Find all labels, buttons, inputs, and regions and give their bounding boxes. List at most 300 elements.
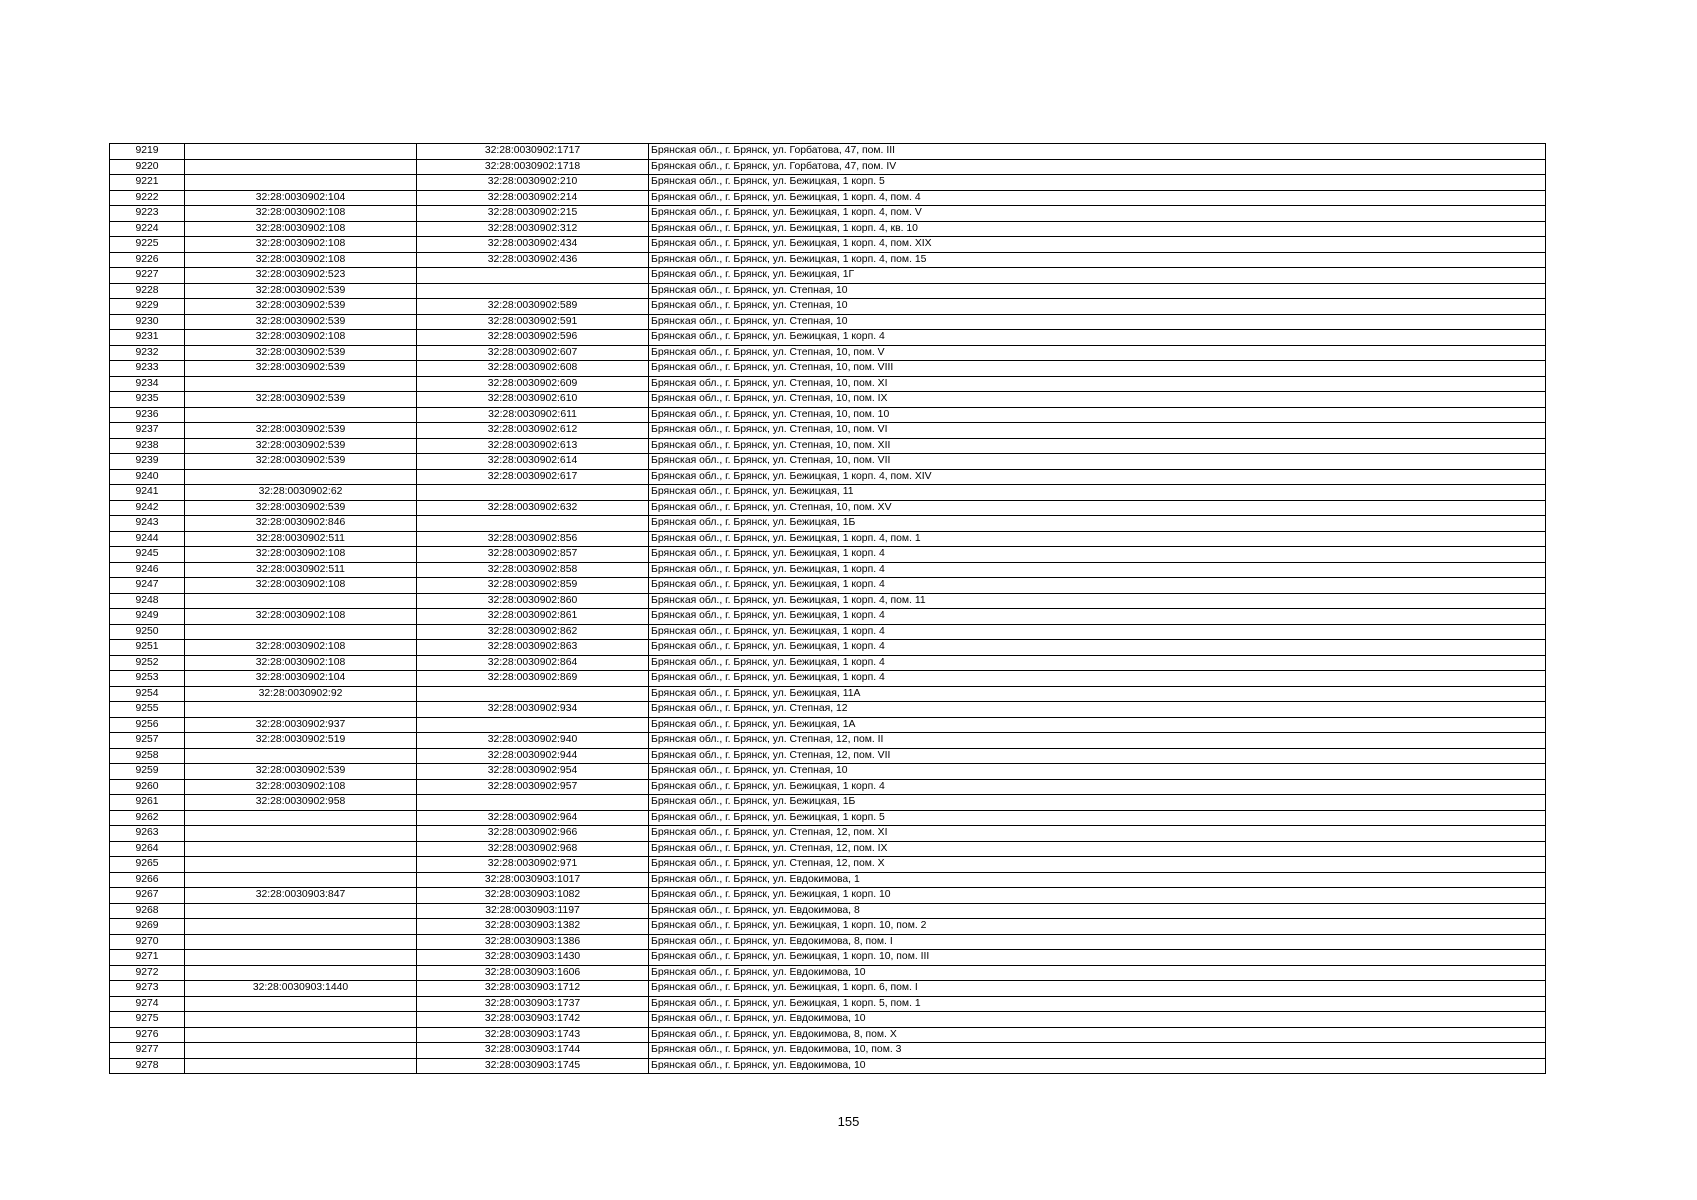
address-cell: Брянская обл., г. Брянск, ул. Евдокимова, 8, пом. X [649,1027,1546,1043]
parcel-number-cell [185,159,417,175]
row-number-cell: 9221 [110,175,185,191]
object-number-cell: 32:28:0030902:869 [417,671,649,687]
table-row [110,934,1546,950]
parcel-number-cell [185,841,417,857]
row-number-cell: 9256 [110,717,185,733]
row-number-cell: 9268 [110,903,185,919]
table-row [110,144,1546,160]
row-number-cell: 9277 [110,1043,185,1059]
parcel-number-cell [185,919,417,935]
table-row [110,996,1546,1012]
object-number-cell: 32:28:0030902:860 [417,593,649,609]
parcel-number-cell: 32:28:0030902:539 [185,314,417,330]
address-cell: Брянская обл., г. Брянск, ул. Степная, 12, пом. X [649,857,1546,873]
object-number-cell: 32:28:0030902:436 [417,252,649,268]
address-cell: Брянская обл., г. Брянск, ул. Бежицкая, 1 корп. 4 [649,779,1546,795]
row-number-cell: 9253 [110,671,185,687]
row-number-cell: 9237 [110,423,185,439]
row-number-cell: 9276 [110,1027,185,1043]
parcel-number-cell [185,469,417,485]
address-cell: Брянская обл., г. Брянск, ул. Степная, 10, пом. VII [649,454,1546,470]
parcel-number-cell: 32:28:0030902:539 [185,423,417,439]
row-number-cell: 9242 [110,500,185,516]
table-row [110,361,1546,377]
table-row [110,485,1546,501]
parcel-number-cell: 32:28:0030902:523 [185,268,417,284]
row-number-cell: 9219 [110,144,185,160]
row-number-cell: 9271 [110,950,185,966]
parcel-number-cell [185,934,417,950]
table-row [110,237,1546,253]
parcel-number-cell [185,857,417,873]
parcel-number-cell: 32:28:0030902:937 [185,717,417,733]
row-number-cell: 9227 [110,268,185,284]
parcel-number-cell [185,593,417,609]
table-row [110,252,1546,268]
table-row [110,423,1546,439]
table-row [110,345,1546,361]
table-row [110,702,1546,718]
table-row [110,175,1546,191]
object-number-cell: 32:28:0030903:1017 [417,872,649,888]
parcel-number-cell [185,376,417,392]
parcel-number-cell [185,965,417,981]
row-number-cell: 9260 [110,779,185,795]
table-row [110,314,1546,330]
table-row [110,283,1546,299]
object-number-cell: 32:28:0030902:862 [417,624,649,640]
object-number-cell: 32:28:0030902:613 [417,438,649,454]
registry-table-body [110,144,1546,1074]
row-number-cell: 9259 [110,764,185,780]
object-number-cell [417,268,649,284]
object-number-cell: 32:28:0030902:611 [417,407,649,423]
address-cell: Брянская обл., г. Брянск, ул. Степная, 10, пом. V [649,345,1546,361]
row-number-cell: 9231 [110,330,185,346]
parcel-number-cell [185,826,417,842]
row-number-cell: 9225 [110,237,185,253]
address-cell: Брянская обл., г. Брянск, ул. Бежицкая, 1 корп. 4 [649,578,1546,594]
address-cell: Брянская обл., г. Брянск, ул. Бежицкая, 1 корп. 4 [649,640,1546,656]
row-number-cell: 9270 [110,934,185,950]
address-cell: Брянская обл., г. Брянск, ул. Степная, 12 [649,702,1546,718]
address-cell: Брянская обл., г. Брянск, ул. Степная, 10 [649,283,1546,299]
address-cell: Брянская обл., г. Брянск, ул. Евдокимова, 8, пом. I [649,934,1546,950]
parcel-number-cell [185,903,417,919]
object-number-cell: 32:28:0030902:1718 [417,159,649,175]
table-row [110,1027,1546,1043]
row-number-cell: 9228 [110,283,185,299]
row-number-cell: 9223 [110,206,185,222]
address-cell: Брянская обл., г. Брянск, ул. Бежицкая, 1Г [649,268,1546,284]
table-row [110,888,1546,904]
object-number-cell: 32:28:0030902:966 [417,826,649,842]
table-row [110,593,1546,609]
row-number-cell: 9266 [110,872,185,888]
row-number-cell: 9255 [110,702,185,718]
object-number-cell: 32:28:0030902:589 [417,299,649,315]
address-cell: Брянская обл., г. Брянск, ул. Евдокимова, 10 [649,1058,1546,1074]
table-row [110,407,1546,423]
parcel-number-cell: 32:28:0030902:958 [185,795,417,811]
parcel-number-cell [185,996,417,1012]
address-cell: Брянская обл., г. Брянск, ул. Евдокимова, 1 [649,872,1546,888]
row-number-cell: 9261 [110,795,185,811]
address-cell: Брянская обл., г. Брянск, ул. Евдокимова, 10 [649,1012,1546,1028]
table-row [110,268,1546,284]
row-number-cell: 9258 [110,748,185,764]
object-number-cell [417,795,649,811]
address-cell: Брянская обл., г. Брянск, ул. Степная, 10, пом. XII [649,438,1546,454]
address-cell: Брянская обл., г. Брянск, ул. Степная, 12, пом. IX [649,841,1546,857]
parcel-number-cell: 32:28:0030902:846 [185,516,417,532]
parcel-number-cell: 32:28:0030902:539 [185,500,417,516]
address-cell: Брянская обл., г. Брянск, ул. Степная, 10, пом. VIII [649,361,1546,377]
row-number-cell: 9272 [110,965,185,981]
address-cell: Брянская обл., г. Брянск, ул. Бежицкая, 1 корп. 6, пом. I [649,981,1546,997]
row-number-cell: 9233 [110,361,185,377]
parcel-number-cell: 32:28:0030902:108 [185,655,417,671]
object-number-cell: 32:28:0030903:1742 [417,1012,649,1028]
parcel-number-cell: 32:28:0030903:1440 [185,981,417,997]
parcel-number-cell: 32:28:0030902:539 [185,764,417,780]
row-number-cell: 9238 [110,438,185,454]
row-number-cell: 9236 [110,407,185,423]
page-number: 155 [837,1114,860,1129]
object-number-cell: 32:28:0030902:861 [417,609,649,625]
object-number-cell: 32:28:0030902:957 [417,779,649,795]
address-cell: Брянская обл., г. Брянск, ул. Бежицкая, 1 корп. 4 [649,655,1546,671]
object-number-cell: 32:28:0030902:863 [417,640,649,656]
address-cell: Брянская обл., г. Брянск, ул. Евдокимова, 10, пом. 3 [649,1043,1546,1059]
table-row [110,640,1546,656]
row-number-cell: 9275 [110,1012,185,1028]
row-number-cell: 9262 [110,810,185,826]
row-number-cell: 9248 [110,593,185,609]
object-number-cell: 32:28:0030902:614 [417,454,649,470]
object-number-cell: 32:28:0030902:591 [417,314,649,330]
row-number-cell: 9226 [110,252,185,268]
table-row [110,965,1546,981]
table-row [110,1012,1546,1028]
object-number-cell: 32:28:0030902:609 [417,376,649,392]
row-number-cell: 9254 [110,686,185,702]
row-number-cell: 9247 [110,578,185,594]
table-row [110,562,1546,578]
row-number-cell: 9245 [110,547,185,563]
address-cell: Брянская обл., г. Брянск, ул. Бежицкая, 1 корп. 10, пом. 2 [649,919,1546,935]
table-row [110,671,1546,687]
parcel-number-cell: 32:28:0030902:539 [185,392,417,408]
object-number-cell: 32:28:0030902:971 [417,857,649,873]
parcel-number-cell [185,1043,417,1059]
parcel-number-cell: 32:28:0030902:539 [185,283,417,299]
table-row [110,686,1546,702]
object-number-cell: 32:28:0030902:434 [417,237,649,253]
address-cell: Брянская обл., г. Брянск, ул. Бежицкая, 1 корп. 4 [649,671,1546,687]
address-cell: Брянская обл., г. Брянск, ул. Бежицкая, 1А [649,717,1546,733]
table-row [110,206,1546,222]
registry-table [109,143,1546,1074]
object-number-cell: 32:28:0030903:1745 [417,1058,649,1074]
address-cell: Брянская обл., г. Брянск, ул. Бежицкая, 1 корп. 4 [649,609,1546,625]
address-cell: Брянская обл., г. Брянск, ул. Степная, 10 [649,314,1546,330]
parcel-number-cell: 32:28:0030902:539 [185,438,417,454]
parcel-number-cell: 32:28:0030902:539 [185,345,417,361]
table-row [110,1058,1546,1074]
address-cell: Брянская обл., г. Брянск, ул. Степная, 10, пом. VI [649,423,1546,439]
row-number-cell: 9263 [110,826,185,842]
row-number-cell: 9224 [110,221,185,237]
row-number-cell: 9257 [110,733,185,749]
parcel-number-cell: 32:28:0030902:539 [185,454,417,470]
object-number-cell: 32:28:0030902:856 [417,531,649,547]
address-cell: Брянская обл., г. Брянск, ул. Бежицкая, 1 корп. 5 [649,175,1546,191]
address-cell: Брянская обл., г. Брянск, ул. Евдокимова, 8 [649,903,1546,919]
table-row [110,872,1546,888]
parcel-number-cell: 32:28:0030902:62 [185,485,417,501]
address-cell: Брянская обл., г. Брянск, ул. Бежицкая, 1 корп. 4, пом. 1 [649,531,1546,547]
address-cell: Брянская обл., г. Брянск, ул. Степная, 10 [649,299,1546,315]
address-cell: Брянская обл., г. Брянск, ул. Степная, 10, пом. IX [649,392,1546,408]
row-number-cell: 9234 [110,376,185,392]
address-cell: Брянская обл., г. Брянск, ул. Бежицкая, 1 корп. 4, пом. 4 [649,190,1546,206]
object-number-cell: 32:28:0030902:312 [417,221,649,237]
table-row [110,376,1546,392]
parcel-number-cell: 32:28:0030902:108 [185,609,417,625]
parcel-number-cell [185,1012,417,1028]
object-number-cell: 32:28:0030903:1197 [417,903,649,919]
row-number-cell: 9229 [110,299,185,315]
object-number-cell: 32:28:0030902:968 [417,841,649,857]
object-number-cell: 32:28:0030903:1606 [417,965,649,981]
table-row [110,454,1546,470]
row-number-cell: 9239 [110,454,185,470]
object-number-cell: 32:28:0030902:610 [417,392,649,408]
object-number-cell: 32:28:0030903:1430 [417,950,649,966]
address-cell: Брянская обл., г. Брянск, ул. Евдокимова, 10 [649,965,1546,981]
row-number-cell: 9222 [110,190,185,206]
row-number-cell: 9264 [110,841,185,857]
row-number-cell: 9267 [110,888,185,904]
parcel-number-cell: 32:28:0030902:108 [185,252,417,268]
table-row [110,500,1546,516]
address-cell: Брянская обл., г. Брянск, ул. Бежицкая, 1 корп. 4, пом. XIV [649,469,1546,485]
object-number-cell: 32:28:0030903:1082 [417,888,649,904]
table-row [110,1043,1546,1059]
parcel-number-cell: 32:28:0030902:539 [185,299,417,315]
object-number-cell [417,686,649,702]
object-number-cell: 32:28:0030902:944 [417,748,649,764]
table-row [110,857,1546,873]
parcel-number-cell: 32:28:0030902:511 [185,562,417,578]
object-number-cell [417,717,649,733]
table-row [110,330,1546,346]
object-number-cell: 32:28:0030902:857 [417,547,649,563]
address-cell: Брянская обл., г. Брянск, ул. Бежицкая, 1 корп. 5 [649,810,1546,826]
row-number-cell: 9265 [110,857,185,873]
address-cell: Брянская обл., г. Брянск, ул. Бежицкая, 1 корп. 4 [649,330,1546,346]
table-row [110,903,1546,919]
parcel-number-cell [185,950,417,966]
parcel-number-cell: 32:28:0030902:511 [185,531,417,547]
table-row [110,717,1546,733]
parcel-number-cell: 32:28:0030902:108 [185,221,417,237]
row-number-cell: 9230 [110,314,185,330]
address-cell: Брянская обл., г. Брянск, ул. Степная, 12, пом. XI [649,826,1546,842]
object-number-cell: 32:28:0030902:934 [417,702,649,718]
address-cell: Брянская обл., г. Брянск, ул. Бежицкая, 1 корп. 10 [649,888,1546,904]
parcel-number-cell [185,144,417,160]
parcel-number-cell: 32:28:0030902:519 [185,733,417,749]
address-cell: Брянская обл., г. Брянск, ул. Бежицкая, 1 корп. 10, пом. III [649,950,1546,966]
parcel-number-cell [185,1027,417,1043]
table-row [110,531,1546,547]
table-row [110,624,1546,640]
address-cell: Брянская обл., г. Брянск, ул. Горбатова, 47, пом. III [649,144,1546,160]
object-number-cell: 32:28:0030902:608 [417,361,649,377]
row-number-cell: 9246 [110,562,185,578]
row-number-cell: 9244 [110,531,185,547]
row-number-cell: 9249 [110,609,185,625]
address-cell: Брянская обл., г. Брянск, ул. Степная, 12, пом. II [649,733,1546,749]
table-row [110,748,1546,764]
address-cell: Брянская обл., г. Брянск, ул. Бежицкая, 1 корп. 4, пом. 15 [649,252,1546,268]
row-number-cell: 9235 [110,392,185,408]
table-row [110,221,1546,237]
parcel-number-cell [185,1058,417,1074]
row-number-cell: 9240 [110,469,185,485]
parcel-number-cell: 32:28:0030902:108 [185,779,417,795]
object-number-cell: 32:28:0030902:858 [417,562,649,578]
address-cell: Брянская обл., г. Брянск, ул. Бежицкая, 1 корп. 4 [649,562,1546,578]
object-number-cell: 32:28:0030902:954 [417,764,649,780]
row-number-cell: 9232 [110,345,185,361]
parcel-number-cell [185,702,417,718]
table-row [110,810,1546,826]
address-cell: Брянская обл., г. Брянск, ул. Бежицкая, 1Б [649,795,1546,811]
table-row [110,469,1546,485]
parcel-number-cell: 32:28:0030902:108 [185,547,417,563]
parcel-number-cell: 32:28:0030902:104 [185,190,417,206]
object-number-cell: 32:28:0030902:596 [417,330,649,346]
parcel-number-cell: 32:28:0030903:847 [185,888,417,904]
object-number-cell: 32:28:0030902:607 [417,345,649,361]
table-row [110,826,1546,842]
object-number-cell: 32:28:0030903:1386 [417,934,649,950]
table-row [110,609,1546,625]
address-cell: Брянская обл., г. Брянск, ул. Бежицкая, 11 [649,485,1546,501]
table-row [110,516,1546,532]
row-number-cell: 9252 [110,655,185,671]
parcel-number-cell [185,810,417,826]
parcel-number-cell [185,624,417,640]
parcel-number-cell: 32:28:0030902:92 [185,686,417,702]
address-cell: Брянская обл., г. Брянск, ул. Бежицкая, 1 корп. 4, пом. 11 [649,593,1546,609]
object-number-cell [417,485,649,501]
address-cell: Брянская обл., г. Брянск, ул. Бежицкая, 1 корп. 4 [649,624,1546,640]
table-row [110,950,1546,966]
table-row [110,299,1546,315]
object-number-cell: 32:28:0030902:214 [417,190,649,206]
row-number-cell: 9251 [110,640,185,656]
object-number-cell: 32:28:0030902:940 [417,733,649,749]
row-number-cell: 9250 [110,624,185,640]
parcel-number-cell [185,407,417,423]
parcel-number-cell: 32:28:0030902:539 [185,361,417,377]
address-cell: Брянская обл., г. Брянск, ул. Бежицкая, 1 корп. 4 [649,547,1546,563]
address-cell: Брянская обл., г. Брянск, ул. Бежицкая, 1 корп. 4, кв. 10 [649,221,1546,237]
address-cell: Брянская обл., г. Брянск, ул. Бежицкая, 1Б [649,516,1546,532]
parcel-number-cell: 32:28:0030902:108 [185,640,417,656]
parcel-number-cell: 32:28:0030902:104 [185,671,417,687]
object-number-cell: 32:28:0030902:617 [417,469,649,485]
object-number-cell [417,283,649,299]
address-cell: Брянская обл., г. Брянск, ул. Степная, 10 [649,764,1546,780]
row-number-cell: 9274 [110,996,185,1012]
object-number-cell: 32:28:0030902:215 [417,206,649,222]
table-row [110,841,1546,857]
object-number-cell: 32:28:0030902:964 [417,810,649,826]
table-row [110,779,1546,795]
object-number-cell [417,516,649,532]
table-row [110,981,1546,997]
address-cell: Брянская обл., г. Брянск, ул. Бежицкая, 1 корп. 4, пом. XIX [649,237,1546,253]
object-number-cell: 32:28:0030902:1717 [417,144,649,160]
object-number-cell: 32:28:0030903:1744 [417,1043,649,1059]
parcel-number-cell: 32:28:0030902:108 [185,237,417,253]
address-cell: Брянская обл., г. Брянск, ул. Бежицкая, 1 корп. 5, пом. 1 [649,996,1546,1012]
object-number-cell: 32:28:0030902:632 [417,500,649,516]
table-row [110,547,1546,563]
table-row [110,578,1546,594]
parcel-number-cell [185,175,417,191]
parcel-number-cell: 32:28:0030902:108 [185,330,417,346]
address-cell: Брянская обл., г. Брянск, ул. Бежицкая, 1 корп. 4, пом. V [649,206,1546,222]
table-row [110,764,1546,780]
object-number-cell: 32:28:0030902:859 [417,578,649,594]
parcel-number-cell [185,872,417,888]
table-row [110,919,1546,935]
table-row [110,159,1546,175]
parcel-number-cell: 32:28:0030902:108 [185,578,417,594]
object-number-cell: 32:28:0030903:1737 [417,996,649,1012]
row-number-cell: 9243 [110,516,185,532]
table-row [110,190,1546,206]
address-cell: Брянская обл., г. Брянск, ул. Горбатова, 47, пом. IV [649,159,1546,175]
row-number-cell: 9220 [110,159,185,175]
table-row [110,438,1546,454]
row-number-cell: 9273 [110,981,185,997]
object-number-cell: 32:28:0030903:1712 [417,981,649,997]
table-row [110,795,1546,811]
row-number-cell: 9269 [110,919,185,935]
object-number-cell: 32:28:0030902:864 [417,655,649,671]
object-number-cell: 32:28:0030903:1743 [417,1027,649,1043]
address-cell: Брянская обл., г. Брянск, ул. Степная, 12, пом. VII [649,748,1546,764]
row-number-cell: 9241 [110,485,185,501]
parcel-number-cell [185,748,417,764]
table-row [110,733,1546,749]
address-cell: Брянская обл., г. Брянск, ул. Степная, 10, пом. XV [649,500,1546,516]
row-number-cell: 9278 [110,1058,185,1074]
object-number-cell: 32:28:0030902:210 [417,175,649,191]
address-cell: Брянская обл., г. Брянск, ул. Степная, 10, пом. XI [649,376,1546,392]
address-cell: Брянская обл., г. Брянск, ул. Степная, 10, пом. 10 [649,407,1546,423]
parcel-number-cell: 32:28:0030902:108 [185,206,417,222]
table-row [110,655,1546,671]
table-row [110,392,1546,408]
